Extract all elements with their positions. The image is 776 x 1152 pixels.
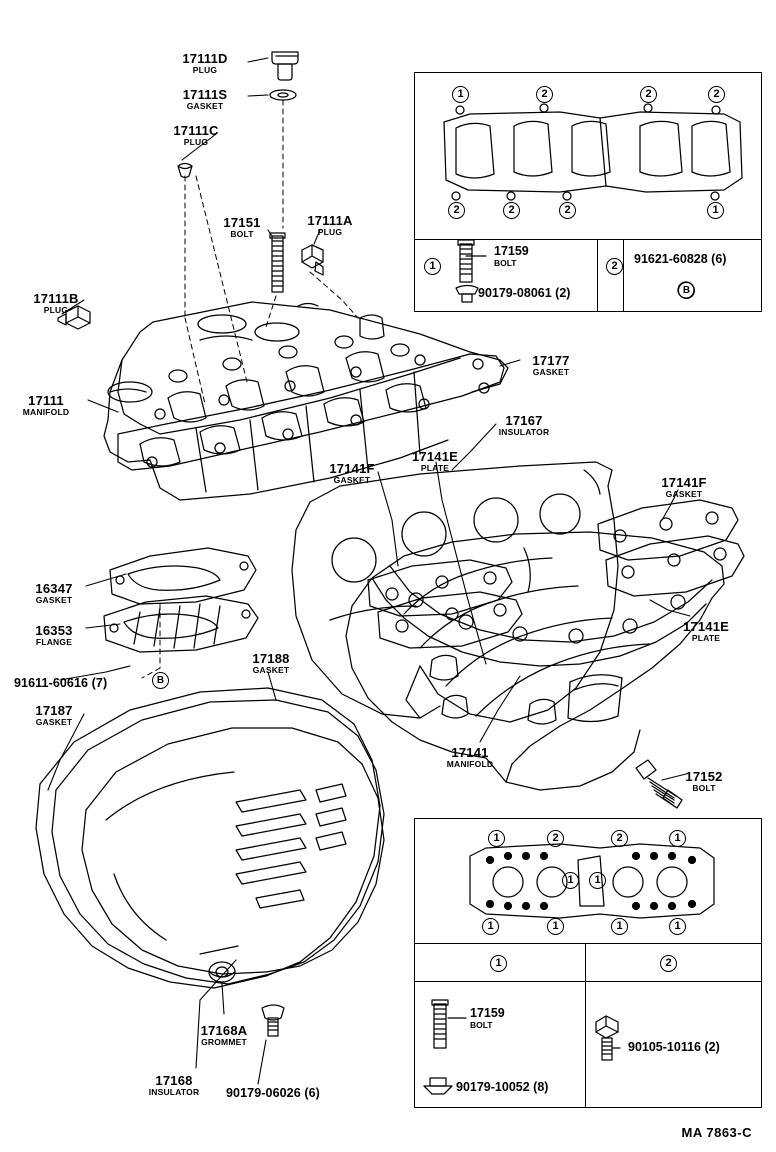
panel-divider xyxy=(415,239,761,240)
inset-panel-top xyxy=(414,72,762,312)
panel-top-code-90179-08061: 90179-08061 (2) xyxy=(478,286,571,300)
panel-bottom-part-17159: 17159 xyxy=(470,1006,505,1020)
part-number: 17151 xyxy=(223,215,261,230)
part-number: 16353 xyxy=(35,623,73,638)
part-number: 17111D xyxy=(182,51,228,66)
part-number: 17141E xyxy=(682,619,730,634)
part-name: GASKET xyxy=(35,594,73,605)
panel-divider-vertical xyxy=(585,943,586,1107)
part-name: INSULATOR xyxy=(148,1086,200,1097)
panel-divider xyxy=(415,943,761,944)
part-17111B-art xyxy=(58,306,90,329)
panel-bottom-key-1: 1 xyxy=(490,955,507,972)
part-17141E-left-art xyxy=(378,592,522,648)
callout-2: 2 xyxy=(536,86,553,103)
callout-1: 1 xyxy=(669,830,686,847)
panel-top-code-91621-60828: 91621-60828 (6) xyxy=(634,252,727,266)
panel-bottom-code-90179-10052: 90179-10052 (8) xyxy=(456,1080,549,1094)
part-17168-art xyxy=(82,728,384,974)
part-name: GASKET xyxy=(252,664,290,675)
panel-top-part-17159-name: BOLT xyxy=(494,258,517,268)
code-91611-60616: 91611-60616 (7) xyxy=(14,676,108,690)
part-number: 17111A xyxy=(307,213,353,228)
part-name: PLUG xyxy=(183,136,209,147)
part-number: 17187 xyxy=(35,703,73,718)
sheet-code: MA 7863-C xyxy=(681,1125,752,1140)
panel-top-badge-b: B xyxy=(678,282,695,299)
callout-1: 1 xyxy=(547,918,564,935)
callout-1: 1 xyxy=(611,918,628,935)
part-17141E-right-art xyxy=(606,536,744,596)
part-number: 16347 xyxy=(35,581,73,596)
callout-2: 2 xyxy=(547,830,564,847)
code-90179-06026: 90179-06026 (6) xyxy=(226,1086,320,1100)
part-name: GASKET xyxy=(665,488,703,499)
part-17151-art xyxy=(270,233,285,292)
callout-2: 2 xyxy=(559,202,576,219)
part-name: PLUG xyxy=(43,304,69,315)
part-number: 17188 xyxy=(252,651,290,666)
panel-top-key-2: 2 xyxy=(606,258,623,275)
part-name: MANIFOLD xyxy=(446,758,494,769)
part-16347-art xyxy=(110,548,256,604)
badge-b-91611: B xyxy=(152,672,169,689)
callout-1: 1 xyxy=(488,830,505,847)
inset-panel-bottom xyxy=(414,818,762,1108)
part-number: 17141 xyxy=(451,745,489,760)
part-90179-06026-art xyxy=(262,1005,284,1036)
part-17141-art xyxy=(346,532,724,790)
callout-1: 1 xyxy=(589,872,606,889)
part-number: 17152 xyxy=(685,769,723,784)
part-number: 17141F xyxy=(329,461,375,476)
part-name: GASKET xyxy=(532,366,570,377)
part-name: BOLT xyxy=(692,782,716,793)
panel-bottom-key-2: 2 xyxy=(660,955,677,972)
part-17111S-art xyxy=(270,90,296,100)
callout-2: 2 xyxy=(708,86,725,103)
part-number: 17167 xyxy=(505,413,543,428)
part-number: 17111 xyxy=(28,393,64,408)
panel-divider-vertical xyxy=(597,239,598,311)
callout-2: 2 xyxy=(640,86,657,103)
part-number: 17111S xyxy=(182,87,228,102)
callout-2: 2 xyxy=(448,202,465,219)
part-name: GASKET xyxy=(333,474,371,485)
part-17167-art xyxy=(292,462,618,722)
part-name: PLUG xyxy=(192,64,218,75)
part-17188-art xyxy=(52,700,384,984)
part-number: 17141F xyxy=(661,475,707,490)
callout-1: 1 xyxy=(707,202,724,219)
part-number: 17168 xyxy=(155,1073,193,1088)
part-number: 17168A xyxy=(200,1023,248,1038)
callout-2: 2 xyxy=(503,202,520,219)
panel-divider-2 xyxy=(415,981,761,982)
part-name: FLANGE xyxy=(35,636,73,647)
panel-bottom-part-17159-name: BOLT xyxy=(470,1020,493,1030)
part-name: GROMMET xyxy=(201,1036,247,1047)
part-name: INSULATOR xyxy=(498,426,550,437)
callout-1: 1 xyxy=(452,86,469,103)
part-17111-art xyxy=(104,302,508,500)
callout-2: 2 xyxy=(611,830,628,847)
panel-divider-vertical-2 xyxy=(623,239,624,311)
callout-1: 1 xyxy=(669,918,686,935)
part-17152-art xyxy=(636,760,682,808)
part-name: GASKET xyxy=(35,716,73,727)
callout-1: 1 xyxy=(482,918,499,935)
part-number: 17177 xyxy=(532,353,570,368)
part-number: 17111B xyxy=(33,291,79,306)
panel-top-key-1: 1 xyxy=(424,258,441,275)
part-16353-art xyxy=(104,596,258,652)
panel-top-part-17159: 17159 xyxy=(494,244,529,258)
part-17187-art xyxy=(36,688,380,988)
part-name: MANIFOLD xyxy=(22,406,70,417)
part-number: 17111C xyxy=(173,123,219,138)
part-17111D-art xyxy=(272,52,298,80)
part-number: 17141E xyxy=(411,449,459,464)
part-name: GASKET xyxy=(186,100,224,111)
callout-1: 1 xyxy=(562,872,579,889)
part-17111A-art xyxy=(302,245,323,275)
part-name: PLATE xyxy=(420,462,450,473)
part-name: BOLT xyxy=(230,228,254,239)
panel-bottom-code-90105-10116: 90105-10116 (2) xyxy=(628,1040,720,1054)
part-name: PLATE xyxy=(691,632,721,643)
part-name: PLUG xyxy=(317,226,343,237)
part-17111C-art xyxy=(178,164,192,178)
